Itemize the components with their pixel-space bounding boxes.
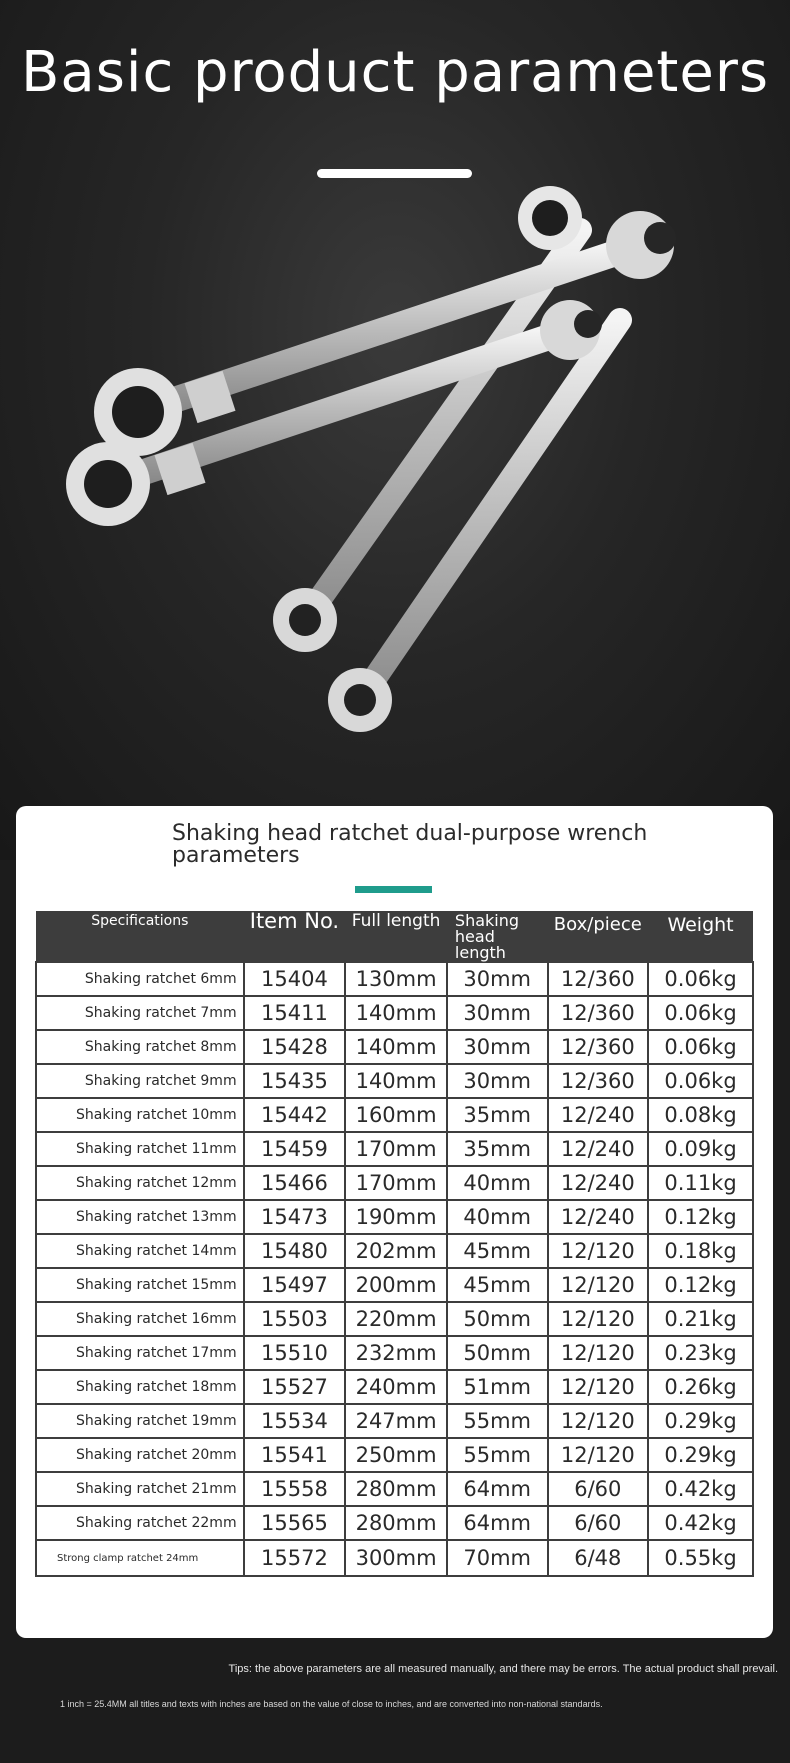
cell-item-no: 15565 xyxy=(244,1506,346,1540)
cell-item-no: 15411 xyxy=(244,996,346,1030)
cell-full-length: 220mm xyxy=(345,1302,447,1336)
cell-specification: Shaking ratchet 22mm xyxy=(36,1506,244,1540)
cell-specification: Shaking ratchet 8mm xyxy=(36,1030,244,1064)
cell-box-piece: 12/360 xyxy=(548,962,649,996)
cell-item-no: 15541 xyxy=(244,1438,346,1472)
cell-box-piece: 12/360 xyxy=(548,996,649,1030)
cell-box-piece: 12/120 xyxy=(548,1268,649,1302)
cell-full-length: 280mm xyxy=(345,1506,447,1540)
cell-full-length: 300mm xyxy=(345,1540,447,1576)
header-full-length: Full length xyxy=(345,911,447,962)
table-header-row xyxy=(36,911,753,962)
cell-specification: Shaking ratchet 17mm xyxy=(36,1336,244,1370)
cell-specification: Shaking ratchet 7mm xyxy=(36,996,244,1030)
table-row xyxy=(36,1166,753,1200)
cell-full-length: 140mm xyxy=(345,1030,447,1064)
cell-full-length: 130mm xyxy=(345,962,447,996)
cell-box-piece: 12/120 xyxy=(548,1438,649,1472)
cell-weight: 0.21kg xyxy=(648,1302,753,1336)
cell-weight: 0.06kg xyxy=(648,996,753,1030)
cell-weight: 0.26kg xyxy=(648,1370,753,1404)
cell-weight: 0.42kg xyxy=(648,1472,753,1506)
cell-full-length: 280mm xyxy=(345,1472,447,1506)
cell-item-no: 15534 xyxy=(244,1404,346,1438)
cell-full-length: 200mm xyxy=(345,1268,447,1302)
table-row xyxy=(36,1030,753,1064)
cell-full-length: 170mm xyxy=(345,1166,447,1200)
cell-box-piece: 12/120 xyxy=(548,1234,649,1268)
cell-box-piece: 12/120 xyxy=(548,1336,649,1370)
cell-item-no: 15480 xyxy=(244,1234,346,1268)
cell-specification: Shaking ratchet 16mm xyxy=(36,1302,244,1336)
cell-item-no: 15558 xyxy=(244,1472,346,1506)
cell-weight: 0.11kg xyxy=(648,1166,753,1200)
cell-weight: 0.06kg xyxy=(648,1064,753,1098)
cell-specification: Shaking ratchet 13mm xyxy=(36,1200,244,1234)
cell-full-length: 160mm xyxy=(345,1098,447,1132)
header-weight: Weight xyxy=(648,911,753,962)
cell-item-no: 15510 xyxy=(244,1336,346,1370)
cell-weight: 0.06kg xyxy=(648,1030,753,1064)
cell-specification: Shaking ratchet 12mm xyxy=(36,1166,244,1200)
table-row xyxy=(36,1438,753,1472)
table-row xyxy=(36,1404,753,1438)
table-row xyxy=(36,1472,753,1506)
cell-full-length: 247mm xyxy=(345,1404,447,1438)
cell-head-length: 70mm xyxy=(447,1540,548,1576)
cell-head-length: 64mm xyxy=(447,1472,548,1506)
cell-specification: Shaking ratchet 21mm xyxy=(36,1472,244,1506)
cell-weight: 0.06kg xyxy=(648,962,753,996)
cell-box-piece: 6/48 xyxy=(548,1540,649,1576)
header-item-no: Item No. xyxy=(244,911,346,962)
cell-head-length: 30mm xyxy=(447,996,548,1030)
table-row xyxy=(36,1132,753,1166)
cell-specification: Shaking ratchet 9mm xyxy=(36,1064,244,1098)
table-row xyxy=(36,1234,753,1268)
cell-head-length: 45mm xyxy=(447,1268,548,1302)
cell-item-no: 15466 xyxy=(244,1166,346,1200)
cell-head-length: 30mm xyxy=(447,962,548,996)
table-row xyxy=(36,1098,753,1132)
cell-head-length: 64mm xyxy=(447,1506,548,1540)
cell-head-length: 51mm xyxy=(447,1370,548,1404)
table-row xyxy=(36,962,753,996)
cell-head-length: 40mm xyxy=(447,1166,548,1200)
cell-full-length: 232mm xyxy=(345,1336,447,1370)
cell-specification: Strong clamp ratchet 24mm xyxy=(36,1540,244,1576)
cell-head-length: 55mm xyxy=(447,1438,548,1472)
cell-item-no: 15503 xyxy=(244,1302,346,1336)
cell-box-piece: 12/240 xyxy=(548,1098,649,1132)
cell-weight: 0.55kg xyxy=(648,1540,753,1576)
cell-weight: 0.12kg xyxy=(648,1200,753,1234)
cell-specification: Shaking ratchet 14mm xyxy=(36,1234,244,1268)
cell-specification: Shaking ratchet 20mm xyxy=(36,1438,244,1472)
table-row xyxy=(36,1336,753,1370)
table-row xyxy=(36,1064,753,1098)
card-title: Shaking head ratchet dual-purpose wrench parameters xyxy=(172,821,648,868)
cell-specification: Shaking ratchet 19mm xyxy=(36,1404,244,1438)
hero-underline xyxy=(317,169,472,178)
cell-head-length: 55mm xyxy=(447,1404,548,1438)
cell-weight: 0.23kg xyxy=(648,1336,753,1370)
cell-box-piece: 12/120 xyxy=(548,1370,649,1404)
cell-full-length: 140mm xyxy=(345,996,447,1030)
cell-head-length: 35mm xyxy=(447,1098,548,1132)
table-row xyxy=(36,1200,753,1234)
cell-head-length: 50mm xyxy=(447,1302,548,1336)
cell-weight: 0.29kg xyxy=(648,1438,753,1472)
cell-specification: Shaking ratchet 15mm xyxy=(36,1268,244,1302)
wrench-product-image xyxy=(60,180,720,780)
cell-item-no: 15497 xyxy=(244,1268,346,1302)
cell-full-length: 170mm xyxy=(345,1132,447,1166)
cell-box-piece: 6/60 xyxy=(548,1506,649,1540)
table-row xyxy=(36,1506,753,1540)
table-row xyxy=(36,1540,753,1576)
cell-specification: Shaking ratchet 11mm xyxy=(36,1132,244,1166)
cell-head-length: 30mm xyxy=(447,1064,548,1098)
cell-item-no: 15435 xyxy=(244,1064,346,1098)
header-shaking-head-length: Shaking head length xyxy=(447,911,548,962)
cell-head-length: 40mm xyxy=(447,1200,548,1234)
cell-full-length: 250mm xyxy=(345,1438,447,1472)
cell-item-no: 15527 xyxy=(244,1370,346,1404)
cell-weight: 0.12kg xyxy=(648,1268,753,1302)
cell-weight: 0.08kg xyxy=(648,1098,753,1132)
parameters-table xyxy=(35,911,754,1577)
cell-box-piece: 12/120 xyxy=(548,1302,649,1336)
cell-box-piece: 12/240 xyxy=(548,1166,649,1200)
wrench-5-head xyxy=(518,186,582,250)
cell-item-no: 15459 xyxy=(244,1132,346,1166)
cell-item-no: 15473 xyxy=(244,1200,346,1234)
cell-weight: 0.18kg xyxy=(648,1234,753,1268)
cell-head-length: 30mm xyxy=(447,1030,548,1064)
cell-weight: 0.29kg xyxy=(648,1404,753,1438)
cell-item-no: 15404 xyxy=(244,962,346,996)
hero-title: Basic product parameters xyxy=(20,40,770,105)
cell-box-piece: 12/360 xyxy=(548,1030,649,1064)
cell-full-length: 140mm xyxy=(345,1064,447,1098)
cell-head-length: 35mm xyxy=(447,1132,548,1166)
cell-box-piece: 12/240 xyxy=(548,1132,649,1166)
table-row xyxy=(36,1268,753,1302)
footer-tip: Tips: the above parameters are all measured manually, and there may be errors. The actual product shall prevail. xyxy=(228,1663,778,1675)
table-row xyxy=(36,1370,753,1404)
cell-specification: Shaking ratchet 10mm xyxy=(36,1098,244,1132)
cell-weight: 0.09kg xyxy=(648,1132,753,1166)
footer-inch-note: 1 inch = 25.4MM all titles and texts with inches are based on the value of close to inches, and are converted into non-national standards. xyxy=(60,1699,603,1709)
cell-item-no: 15572 xyxy=(244,1540,346,1576)
table-row xyxy=(36,996,753,1030)
header-specifications: Specifications xyxy=(36,911,244,962)
cell-item-no: 15428 xyxy=(244,1030,346,1064)
cell-head-length: 45mm xyxy=(447,1234,548,1268)
cell-weight: 0.42kg xyxy=(648,1506,753,1540)
cell-specification: Shaking ratchet 6mm xyxy=(36,962,244,996)
cell-item-no: 15442 xyxy=(244,1098,346,1132)
cell-box-piece: 12/360 xyxy=(548,1064,649,1098)
cell-full-length: 190mm xyxy=(345,1200,447,1234)
cell-full-length: 202mm xyxy=(345,1234,447,1268)
cell-specification: Shaking ratchet 18mm xyxy=(36,1370,244,1404)
accent-divider xyxy=(355,886,432,893)
cell-head-length: 50mm xyxy=(447,1336,548,1370)
header-box-piece: Box/piece xyxy=(548,911,649,962)
cell-full-length: 240mm xyxy=(345,1370,447,1404)
table-row xyxy=(36,1302,753,1336)
cell-box-piece: 12/240 xyxy=(548,1200,649,1234)
cell-box-piece: 12/120 xyxy=(548,1404,649,1438)
cell-box-piece: 6/60 xyxy=(548,1472,649,1506)
